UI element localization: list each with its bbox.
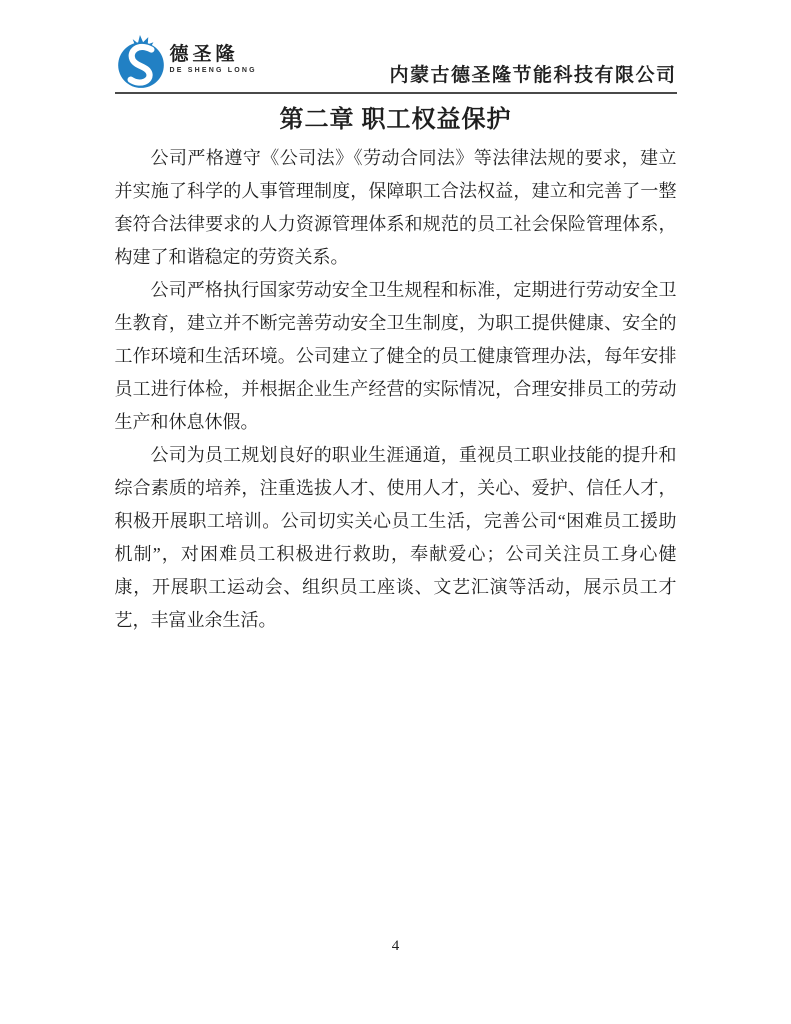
company-name: 内蒙古德圣隆节能科技有限公司 — [389, 65, 677, 86]
body-paragraph: 公司严格执行国家劳动安全卫生规程和标准，定期进行劳动安全卫生教育，建立并不断完善劳动安全卫生制度，为职工提供健康、安全的工作环境和生活环境。公司建立了健全的员工健康管理办法，每年安排员工进行体检，并根据企业生产经营的实际情况，合理安排员工的劳动生产和休息休假。 — [114, 280, 677, 432]
company-logo — [115, 34, 257, 90]
logo-text — [170, 45, 257, 80]
page-header — [115, 0, 677, 94]
dragon-s-logo-icon — [115, 34, 167, 90]
document-body — [115, 142, 677, 637]
body-paragraph: 公司为员工规划良好的职业生涯通道，重视员工职业技能的提升和综合素质的培养，注重选拔人才、使用人才，关心、爱护、信任人才，积极开展职工培训。公司切实关心员工生活，完善公司“困难员工援助机制”，对困难员工积极进行救助，奉献爱心；公司关注员工身心健康，开展职工运动会、组织员工座谈、文艺汇演等活动，展示员工才艺，丰富业余生活。 — [114, 445, 677, 630]
chapter-title: 第二章 职工权益保护 — [279, 107, 512, 133]
logo-english-name: DE SHENG LONG — [169, 66, 257, 74]
logo-chinese-name: 德圣隆 — [169, 43, 239, 65]
body-paragraph: 公司严格遵守《公司法》《劳动合同法》等法律法规的要求，建立并实施了科学的人事管理制度，保障职工合法权益，建立和完善了一整套符合法律要求的人力资源管理体系和规范的员工社会保险管理体系，构建了和谐稳定的劳资关系。 — [114, 148, 677, 267]
page-number: 4 — [391, 938, 400, 954]
